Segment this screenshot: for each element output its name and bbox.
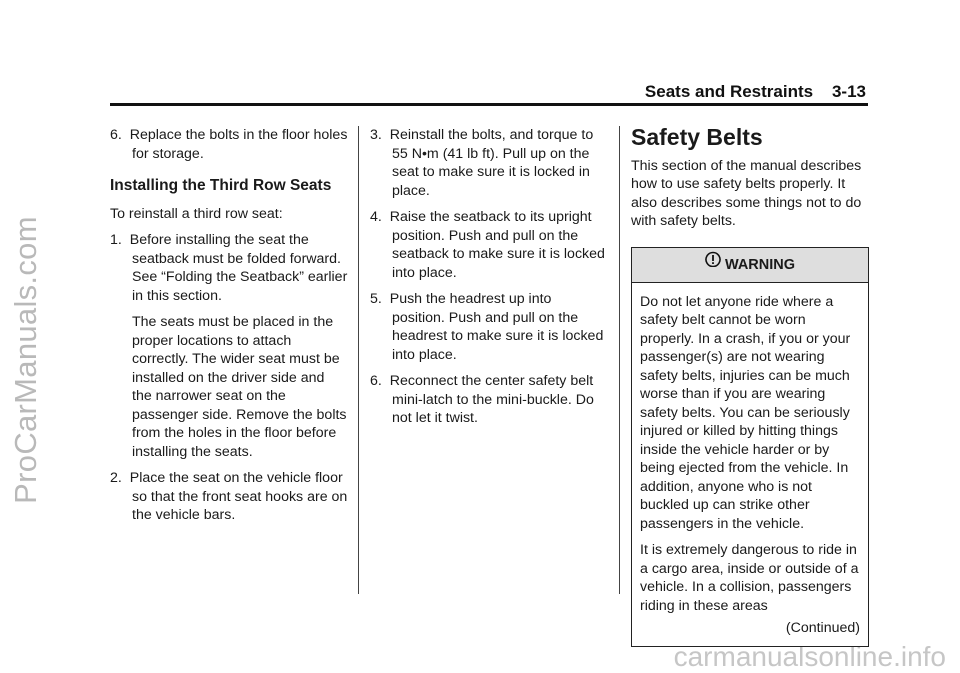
intro-text: To reinstall a third row seat: <box>110 205 283 222</box>
list-item: 2. Place the seat on the vehicle floor so that the front seat hooks are on the vehicle bars. <box>110 470 348 523</box>
list-item-note: The seats must be placed in the proper locations to attach correctly. The wider seat must be installed on the driver side and the narrower seat on the passenger side. Remove the bolts from the holes in the floor before installing the seats. <box>132 314 347 460</box>
warning-paragraph: It is extremely dangerous to ride in a cargo area, inside or outside of a vehicle. In a collision, passengers riding in these areas <box>640 542 859 614</box>
side-watermark: ProCarManuals.com <box>8 216 43 504</box>
column-3 <box>631 126 869 647</box>
column-2 <box>370 126 608 436</box>
section-title: Safety Belts <box>631 124 763 150</box>
warning-paragraph: Do not let anyone ride where a safety belt cannot be worn properly. In a crash, if you or your passenger(s) are not wearing safety belts, injuries can be much worse than if you are wearing safety belts. You can be seriously injured or killed by hitting things inside the vehicle harder or by being ejected from the vehicle. In addition, anyone who is not buckled up can strike other passengers in the vehicle. <box>640 293 851 532</box>
warning-body <box>632 283 868 646</box>
column-divider <box>358 126 359 594</box>
list-item: 5. Push the headrest up into position. Push and pull on the headrest to make sure it is locked into place. <box>370 291 604 363</box>
page-title: Seats and Restraints 3-13 <box>644 82 866 101</box>
warning-title: WARNING <box>724 256 796 273</box>
column-1 <box>110 126 348 533</box>
warning-icon <box>705 246 721 280</box>
list-item: 6. Replace the bolts in the floor holes for storage. <box>110 127 348 162</box>
bottom-watermark: carmanualsonline.info <box>673 641 946 672</box>
list-item: 4. Raise the seatback to its upright position. Push and pull on the seatback to make sure it is locked into place. <box>370 209 605 281</box>
header-rule <box>110 103 868 106</box>
list-item: 1. Before installing the seat the seatback must be folded forward. See “Folding the Seatback” earlier in this section. The seats must be placed in the proper locations to attach correctly. The wider seat must be installed on the driver side and the narrower seat on the passenger side. Remove the bolts from the holes in the floor before installing the seats. <box>110 232 348 460</box>
list-item: 6. Reconnect the center safety belt mini-latch to the mini-buckle. Do not let it twist. <box>370 373 594 426</box>
list-item: 3. Reinstall the bolts, and torque to 55 N•m (41 lb ft). Pull up on the seat to make sure it is locked in place. <box>370 127 594 199</box>
warning-header <box>632 248 868 283</box>
page-header <box>110 78 870 106</box>
continued-label: (Continued) <box>785 620 860 636</box>
warning-box <box>631 247 869 647</box>
intro-text: This section of the manual describes how to use safety belts properly. It also describes some things not to do with safety belts. <box>631 157 862 229</box>
section-heading: Installing the Third Row Seats <box>110 177 332 194</box>
column-divider <box>619 126 620 594</box>
